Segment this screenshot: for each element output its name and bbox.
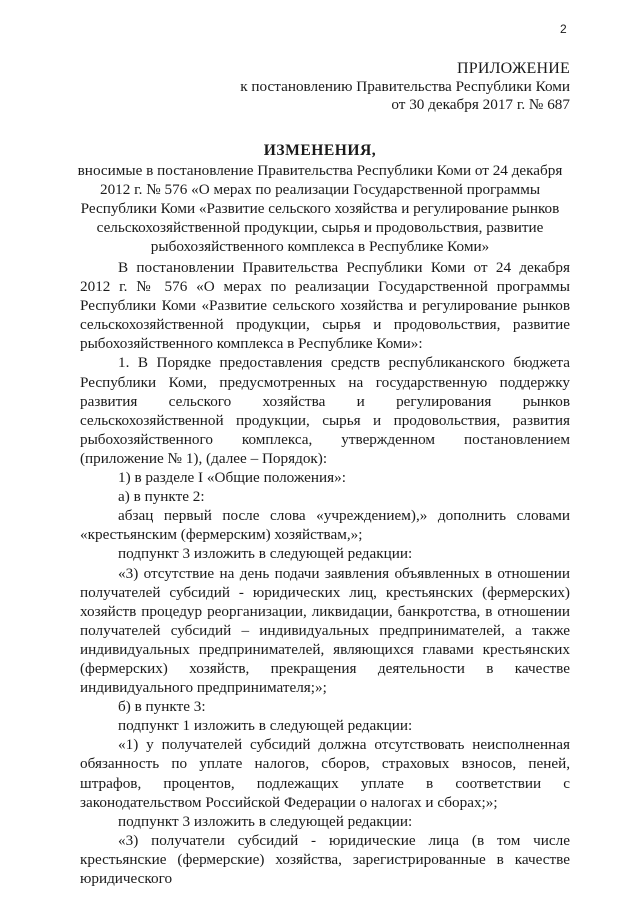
paragraph: а) в пункте 2:: [118, 488, 205, 506]
paragraph: «3) получатели субсидий - юридические лица (в том числе крестьянские (фермерские) хозяйства, зарегистрированные в качестве юридического: [80, 831, 570, 887]
paragraph: подпункт 3 изложить в следующей редакции:: [118, 812, 413, 830]
page-number: 2: [560, 22, 567, 36]
appendix-block: [240, 60, 570, 113]
paragraph: В постановлении Правительства Республики Коми от 24 декабря 2012 г. № 576 «О мерах по реализации Государственной программы Республики Коми «Развитие сельского хозяйства и регулирование рынков сельскохозяйственной продукции, сырья и продовольствия, развитие рыбохозяйственного комплекса в Республике Коми»:: [80, 259, 570, 353]
document-body: [80, 258, 570, 888]
paragraph: 1) в разделе I «Общие положения»:: [118, 469, 346, 487]
appendix-title: ПРИЛОЖЕНИЕ: [456, 60, 570, 77]
heading-subtitle: вносимые в постановление Правительства Республики Коми от 24 декабря 2012 г. № 576 «О мерах по реализации Государственной программы Республики Коми «Развитие сельского хозяйства и регулирование рынков сельскохозяйственной продукции, сырья и продовольствия, развитие рыбохозяйственного комплекса в Республике Коми»: [77, 162, 563, 255]
appendix-line-2: от 30 декабря 2017 г. № 687: [391, 95, 570, 113]
paragraph: подпункт 3 изложить в следующей редакции:: [118, 545, 413, 563]
appendix-line-1: к постановлению Правительства Республики Коми: [240, 77, 570, 95]
paragraph: «1) у получателей субсидий должна отсутствовать неисполненная обязанность по уплате налогов, сборов, страховых взносов, пеней, штрафов, процентов, подлежащих уплате в соответствии с законодательством Российской Федерации о налогах и сборах;»;: [80, 736, 570, 811]
paragraph: 1. В Порядке предоставления средств республиканского бюджета Республики Коми, предусмотренных на государственную поддержку развития сельского хозяйства и регулирования рынков сельскохозяйственной продукции, сырья и продовольствия, развития рыбохозяйственного комплекса, утвержденном постановлением (приложение № 1), (далее – Порядок):: [80, 354, 570, 467]
paragraph: «3) отсутствие на день подачи заявления объявленных в отношении получателей субсидий - юридических лиц, крестьянских (фермерских) хозяйств процедур реорганизации, ликвидации, банкротства, в отношении получателей субсидий – индивидуальных предпринимателей, а также индивидуальных предпринимателей, являющихся главами крестьянских (фермерских) хозяйств, прекращения деятельности в качестве индивидуального предпринимателя;»;: [80, 564, 570, 697]
document-heading: [70, 141, 570, 256]
paragraph: абзац первый после слова «учреждением),» дополнить словами «крестьянским (фермерским) хозяйствам,»;: [80, 507, 570, 544]
heading-title: ИЗМЕНЕНИЯ,: [263, 142, 377, 159]
paragraph: подпункт 1 изложить в следующей редакции:: [118, 717, 413, 735]
paragraph: б) в пункте 3:: [118, 698, 206, 716]
